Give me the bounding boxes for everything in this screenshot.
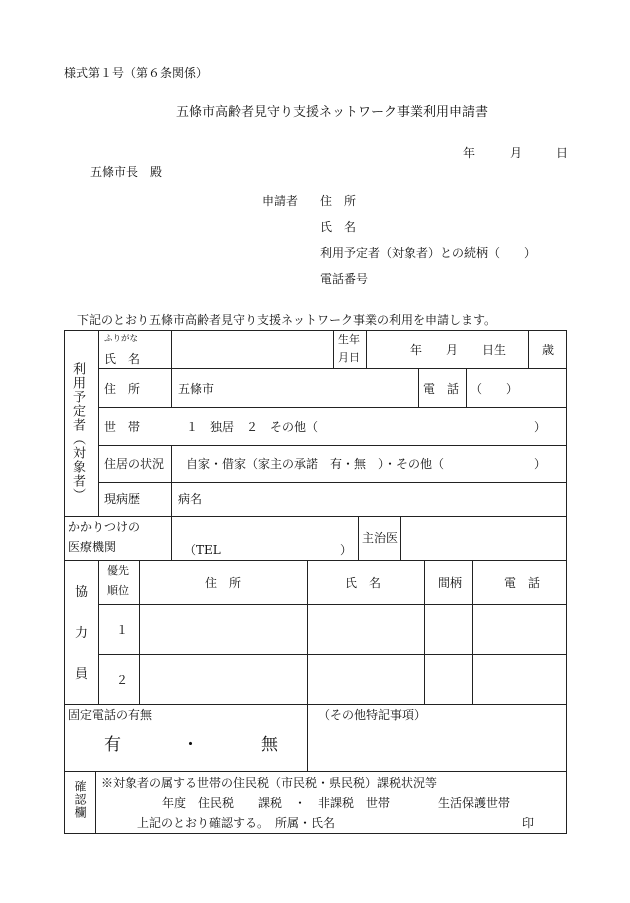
confirm-side-label: 確認欄 bbox=[73, 780, 87, 819]
user-phone-label: 電 話 bbox=[423, 382, 460, 396]
age-label[interactable]: 歳 bbox=[542, 343, 555, 357]
confirm-line-2[interactable]: 年度 住民税 課税 ・ 非課税 世帯 生活保護世帯 bbox=[162, 796, 511, 810]
applicant-label: 申請者 bbox=[262, 194, 299, 208]
user-name-label: 氏 名 bbox=[104, 352, 141, 366]
applicant-phone-label[interactable]: 電話番号 bbox=[320, 272, 369, 286]
date-year[interactable]: 年 bbox=[463, 146, 476, 160]
birth-label-a: 生年 bbox=[338, 333, 360, 346]
coop-phone-header: 電 話 bbox=[504, 576, 541, 590]
coop-row-1-name[interactable] bbox=[308, 605, 423, 653]
other-notes-field[interactable] bbox=[308, 725, 566, 770]
applicant-name-label[interactable]: 氏 名 bbox=[320, 220, 357, 234]
confirm-line-1: ※対象者の属する世帯の住民税（市民税・県民税）課税状況等 bbox=[101, 776, 438, 790]
priority-label-a: 優先 bbox=[107, 564, 129, 577]
cooperator-side-2: 力 bbox=[75, 626, 89, 641]
coop-row-2-priority: ２ bbox=[116, 673, 129, 687]
coop-row-1-relation[interactable] bbox=[425, 605, 471, 653]
doctor-field[interactable] bbox=[401, 517, 566, 559]
medical-history-label: 現病歴 bbox=[104, 492, 141, 506]
household-close: ） bbox=[534, 420, 547, 434]
form-number: 様式第１号（第６条関係） bbox=[64, 66, 209, 80]
coop-relation-header: 間柄 bbox=[438, 576, 463, 590]
priority-label-b: 順位 bbox=[107, 584, 129, 597]
residence-close: ） bbox=[534, 457, 547, 471]
landline-separator: ・ bbox=[182, 735, 199, 755]
coop-row-1-priority: １ bbox=[116, 623, 129, 637]
page-title: 五條市高齢者見守り支援ネットワーク事業利用申請書 bbox=[176, 105, 489, 120]
applicant-relation-label[interactable]: 利用予定者（対象者）との続柄（ ） bbox=[320, 246, 537, 260]
clinic-tel-field[interactable]: （TEL bbox=[184, 543, 221, 557]
confirm-line-3[interactable]: 上記のとおり確認する。 所属・氏名 bbox=[137, 816, 336, 830]
birth-label-b: 月日 bbox=[338, 351, 360, 364]
addressee: 五條市長 殿 bbox=[90, 165, 163, 179]
coop-address-header: 住 所 bbox=[205, 576, 242, 590]
user-phone-field[interactable]: （ ） bbox=[470, 382, 519, 396]
coop-row-1-address[interactable] bbox=[140, 605, 306, 653]
furigana-label: ふりがな bbox=[104, 334, 139, 344]
date-month[interactable]: 月 bbox=[510, 146, 523, 160]
coop-row-2-relation[interactable] bbox=[425, 655, 471, 703]
user-side-label: 利用予定者（対象者） bbox=[70, 362, 85, 502]
doctor-label: 主治医 bbox=[362, 531, 399, 545]
coop-row-2-name[interactable] bbox=[308, 655, 423, 703]
household-label: 世 帯 bbox=[104, 420, 141, 434]
coop-row-1-phone[interactable] bbox=[473, 605, 566, 653]
residence-label: 住居の状況 bbox=[104, 457, 165, 471]
seal-mark: 印 bbox=[522, 816, 535, 830]
birth-year[interactable]: 年 bbox=[410, 343, 423, 357]
coop-name-header: 氏 名 bbox=[345, 576, 382, 590]
applicant-address-label[interactable]: 住 所 bbox=[320, 194, 357, 208]
cooperator-side-1: 協 bbox=[75, 585, 89, 600]
intro-text: 下記のとおり五條市高齢者見守り支援ネットワーク事業の利用を申請します。 bbox=[77, 313, 497, 327]
birth-day[interactable]: 日生 bbox=[482, 343, 507, 357]
user-address-field[interactable]: 五條市 bbox=[178, 382, 215, 396]
landline-no[interactable]: 無 bbox=[261, 735, 278, 755]
other-notes-label: （その他特記事項） bbox=[318, 708, 427, 722]
household-options[interactable]: １ 独居 ２ その他（ bbox=[186, 420, 319, 434]
clinic-label-a: かかりつけの bbox=[68, 520, 141, 534]
clinic-label-b: 医療機関 bbox=[68, 540, 117, 554]
landline-yes[interactable]: 有 bbox=[104, 735, 121, 755]
cooperator-side-3: 員 bbox=[75, 667, 89, 682]
clinic-tel-close: ） bbox=[340, 543, 353, 557]
landline-label: 固定電話の有無 bbox=[68, 708, 153, 722]
date-day[interactable]: 日 bbox=[556, 146, 569, 160]
birth-month[interactable]: 月 bbox=[446, 343, 459, 357]
coop-row-2-phone[interactable] bbox=[473, 655, 566, 703]
coop-row-2-address[interactable] bbox=[140, 655, 306, 703]
disease-name-field[interactable]: 病名 bbox=[178, 492, 203, 506]
residence-options[interactable]: 自家・借家（家主の承諾 有・無 ）・その他（ bbox=[186, 457, 445, 471]
user-address-label: 住 所 bbox=[104, 382, 141, 396]
user-name-field[interactable] bbox=[172, 331, 332, 367]
